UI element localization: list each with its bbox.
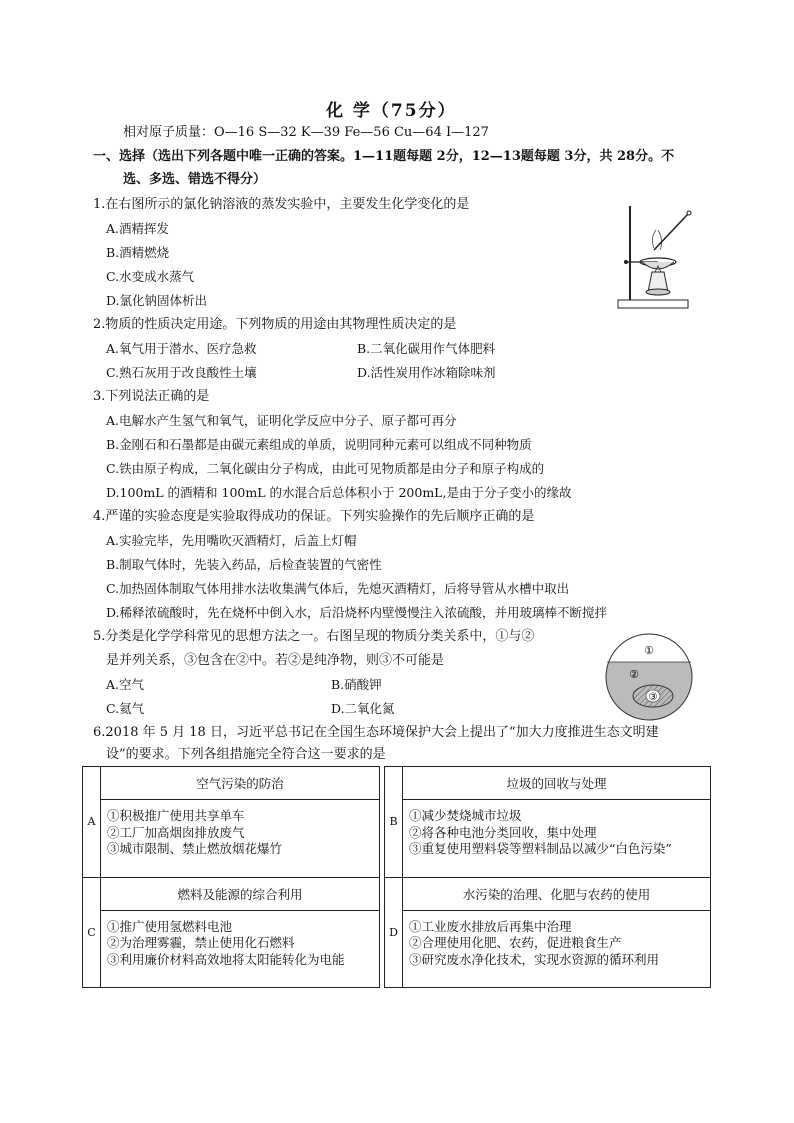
option-b-line-2: ②将各种电池分类回收，集中处理 [409,824,597,840]
q2-option-d: D.活性炭用作冰箱除味剂 [357,365,496,380]
option-d-heading: 水污染的治理、化肥与农药的使用 [403,877,711,910]
section-heading-line1: 一、选择（选出下列各题中唯一正确的答案。1—11题每题 2分，12—13题每题 3分，共 28分。不 [93,149,675,164]
q5-option-a: A.空气 [106,677,145,692]
option-a-body [101,800,380,878]
option-c-heading: 燃料及能源的综合利用 [101,877,380,910]
q2-option-a: A.氧气用于潜水、医疗急救 [106,341,257,356]
q1-option-a: A.酒精挥发 [106,221,170,236]
q5-stem-line1: 5.分类是化学学科常见的思想方法之一。右图呈现的物质分类关系中，①与② [93,629,535,644]
option-label-b: B [385,767,403,878]
q6-options-table [82,766,711,988]
circle-label-1: ① [644,644,654,657]
paper-title: 化 学（75分） [326,101,457,121]
q1-stem: 1.在右图所示的氯化钠溶液的蒸发实验中，主要发生化学变化的是 [93,197,470,212]
option-a-line-1: ①积极推广使用共享单车 [107,808,245,823]
q3-option-b: B.金刚石和石墨都是由碳元素组成的单质，说明同种元素可以组成不同种物质 [106,437,532,452]
option-d-line-3: ③研究废水净化技术，实现水资源的循环利用 [409,951,660,967]
option-b-line-1: ①减少焚烧城市垃圾 [409,808,522,823]
q2-stem: 2.物质的性质决定用途。下列物质的用途由其物理性质决定的是 [93,317,457,332]
q5-stem-line2: 是并列关系，③包含在②中。若②是纯净物，则③不可能是 [106,653,445,668]
q4-stem: 4.严谨的实验态度是实验取得成功的保证。下列实验操作的先后顺序正确的是 [93,509,535,524]
classification-diagram [604,632,694,722]
option-d-body [403,910,711,988]
q5-option-c: C.氦气 [106,701,145,716]
option-b-line-3: ③重复使用塑料袋等塑料制品以减少“白色污染” [409,841,672,856]
q2-option-c: C.熟石灰用于改良酸性土壤 [106,365,257,380]
option-a-line-2: ②工厂加高烟囱排放废气 [107,824,245,840]
option-label-d: D [385,877,403,988]
evaporation-apparatus-figure [614,200,694,312]
option-d-line-1: ①工业废水排放后再集中治理 [409,918,572,934]
option-c-line-2: ②为治理雾霾，禁止使用化石燃料 [107,935,295,950]
q6-stem-line2: 设”的要求。下列各组措施完全符合这一要求的是 [106,747,386,762]
q3-option-a: A.电解水产生氢气和氧气，证明化学反应中分子、原子都可再分 [106,413,457,428]
q3-stem: 3.下列说法正确的是 [93,389,210,404]
section-heading-line2: 选、多选、错选不得分） [123,172,267,187]
option-b-body [403,800,711,878]
option-label-c: C [83,877,101,988]
q6-stem-line1: 6.2018 年 5 月 18 日，习近平总书记在全国生态环境保护大会上提出了“加大力度推进生态文明建 [93,725,659,740]
q1-option-b: B.酒精燃烧 [106,245,170,260]
q4-option-d: D.稀释浓硫酸时，先在烧杯中倒入水，后沿烧杯内壁慢慢注入浓硫酸，并用玻璃棒不断搅拌 [106,605,608,620]
q1-option-c: C.水变成水蒸气 [106,269,195,284]
q5-option-b: B.硝酸钾 [331,677,382,692]
q3-option-c: C.铁由原子构成，二氧化碳由分子构成，由此可见物质都是由分子和原子构成的 [106,461,545,476]
option-label-a: A [83,767,101,878]
circle-label-3: ③ [648,692,658,703]
option-a-heading: 空气污染的防治 [101,767,380,800]
option-c-line-3: ③利用廉价材料高效地将太阳能转化为电能 [107,951,345,967]
circle-label-2: ② [629,668,639,681]
option-c-body [101,910,380,988]
q3-option-d: D.100mL 的酒精和 100mL 的水混合后总体积小于 200mL,是由于分子变小的缘故 [106,485,572,500]
atomic-masses: 相对原子质量：O—16 S—32 K—39 Fe—56 Cu—64 I—127 [123,125,489,140]
q4-option-a: A.实验完毕，先用嘴吹灭酒精灯，后盖上灯帽 [106,533,357,548]
q1-option-d: D.氯化钠固体析出 [106,293,208,308]
option-a-line-3: ③城市限制、禁止燃放烟花爆竹 [107,841,283,856]
q2-option-b: B.二氧化碳用作气体肥料 [357,341,496,356]
q4-option-b: B.制取气体时，先装入药品，后检查装置的气密性 [106,557,382,572]
option-b-heading: 垃圾的回收与处理 [403,767,711,800]
q5-option-d: D.二氧化氮 [331,701,395,716]
q4-option-c: C.加热固体制取气体用排水法收集满气体后，先熄灭酒精灯，后将导管从水槽中取出 [106,581,570,596]
option-d-line-2: ②合理使用化肥、农药，促进粮食生产 [409,935,622,950]
option-c-line-1: ①推广使用氢燃料电池 [107,918,233,934]
